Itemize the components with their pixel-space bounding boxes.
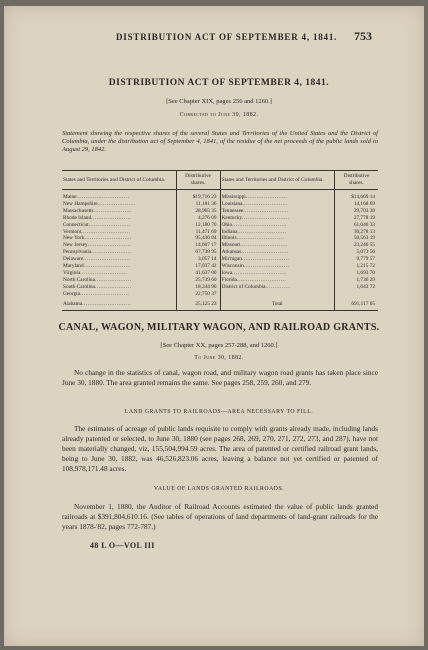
table-row xyxy=(62,298,378,310)
distribution-reference: [See Chapter XIX, pages 256 and 1260.] xyxy=(166,98,272,105)
state-name: Michigan.......................... xyxy=(220,256,334,263)
state-share: $19,716 23 xyxy=(176,190,220,201)
state-name: Connecticut....................... xyxy=(63,221,131,228)
dot-leader: .......................... xyxy=(83,256,131,263)
state-share: 1,736 29 xyxy=(334,277,378,284)
dot-leader: .......................... xyxy=(83,263,132,270)
dot-leader: ........................... xyxy=(81,228,131,235)
state-share: 18,244 90 xyxy=(176,284,220,291)
state-name: Maryland.......................... xyxy=(63,263,132,270)
state-share: 17,037 42 xyxy=(176,263,220,270)
state-share: 12,180 70 xyxy=(176,222,220,229)
dot-leader: .......................... xyxy=(80,269,128,276)
state-share: 14,607 17 xyxy=(176,242,220,249)
state-share: 25,739 60 xyxy=(176,277,220,284)
state-share: 14,168 69 xyxy=(334,201,378,208)
dot-leader: ........................... xyxy=(237,228,287,235)
state-name: South Carolina.................... xyxy=(63,283,132,290)
dot-leader: ......................... xyxy=(243,207,289,214)
state-share: 61,046 33 xyxy=(334,222,378,229)
state-name: New Jersey........................ xyxy=(63,242,132,249)
total-label: Total xyxy=(220,298,334,310)
state-name: Vermont........................... xyxy=(63,228,131,235)
dot-leader: .......................... xyxy=(241,256,290,263)
running-title: DISTRIBUTION ACT OF SEPTEMBER 4, 1841. xyxy=(116,32,338,42)
dot-leader: ........................... xyxy=(79,290,130,297)
dot-leader: ...................... xyxy=(91,249,132,256)
state-name: District of Columbia.............. xyxy=(220,284,334,291)
dot-leader: ....................... xyxy=(245,194,288,200)
state-name: Kentucky.......................... xyxy=(220,215,334,222)
state-share: 41,637 00 xyxy=(176,270,220,277)
header-states-left: States and Territories and District of Columbia. xyxy=(62,171,176,190)
table-row xyxy=(62,270,378,277)
dot-leader: .......................... xyxy=(242,214,290,221)
paragraph-value: November 1, 1880, the Auditor of Railroad Accounts estimated the value of public lands granted railroads at $391,804,610.16. (See tables of operations of land departments of land-grant railroads for the years 1878-'82, pages 772-787.) xyxy=(62,502,378,531)
state-share: 9,779 57 xyxy=(334,256,378,263)
state-share: $14,669 14 xyxy=(334,190,378,201)
table-row xyxy=(62,201,378,208)
subheading-value-of-lands: VALUE OF LANDS GRANTED RAILROADS. xyxy=(153,486,285,492)
dot-leader: .......................... xyxy=(241,249,289,256)
table-header-row xyxy=(62,171,378,190)
page-number: 753 xyxy=(354,29,372,43)
table-row xyxy=(62,277,378,284)
state-share: 5,073 56 xyxy=(334,249,378,256)
grants-heading: CANAL, WAGON, MILITARY WAGON, AND RAILROAD GRANTS. xyxy=(58,322,380,333)
header-shares-left: Distributive shares. xyxy=(176,171,220,190)
dot-leader: ........................... xyxy=(236,276,287,283)
state-name: Illinois.......................... xyxy=(220,235,334,242)
state-share: 1,643 72 xyxy=(334,284,378,291)
table-row xyxy=(62,222,378,229)
dot-leader: ..................... xyxy=(93,207,132,214)
table-row xyxy=(62,249,378,256)
state-name: Maine............................. xyxy=(63,194,130,200)
paragraph-estimates: The estimates of acreage of public lands requisite to comply with grants already made, including lands already patented or selected, to June 30, 1880 (see pages 268, 269, 270, 271, 272, 273, and 287), have not been materially changed, viz, 155,504,994.59 acres. The area of patented or certified railroad grant lands, being to June 30, 1882, was 46,526,823.06 acres, leaving a balance not yet certified or patented of 108,978,171.48 acres. xyxy=(62,424,378,473)
table-row xyxy=(62,256,378,263)
table-row xyxy=(62,235,378,242)
book-page xyxy=(4,6,424,646)
state-name: Pennsylvania...................... xyxy=(63,249,132,256)
state-name: Delaware.......................... xyxy=(63,256,131,263)
state-name: Virginia.......................... xyxy=(63,269,128,276)
table-row xyxy=(62,263,378,270)
state-name: Mississippi....................... xyxy=(220,190,334,201)
dot-leader: .............................. xyxy=(232,269,287,276)
state-name: Tennessee......................... xyxy=(220,208,334,215)
corrected-date: Corrected to June 30, 1882. xyxy=(179,112,259,118)
state-name: Massachusetts..................... xyxy=(63,207,132,214)
table-row xyxy=(62,190,378,201)
dot-leader: .......................... xyxy=(236,235,285,242)
state-name: Alabama........................... xyxy=(62,298,176,310)
state-name: Ohio.............................. xyxy=(220,222,334,229)
table-row xyxy=(62,229,378,236)
state-share: 4,276 09 xyxy=(176,215,220,222)
state-name: Arkansas.......................... xyxy=(220,249,334,256)
dot-leader: ....................... xyxy=(88,221,131,228)
state-share: 27,778 19 xyxy=(334,215,378,222)
state-name: Georgia........................... xyxy=(63,290,130,297)
state-share: 30,278 13 xyxy=(334,229,378,236)
dot-leader: .......................... xyxy=(84,235,132,242)
state-share: 67,738 95 xyxy=(176,249,220,256)
distribution-heading: DISTRIBUTION ACT OF SEPTEMBER 4, 1841. xyxy=(108,78,330,88)
dot-leader: .................... xyxy=(94,276,132,283)
state-name: Indiana........................... xyxy=(220,229,334,236)
table-row xyxy=(62,242,378,249)
state-name: Louisiana......................... xyxy=(220,201,334,208)
state-share: 1,215 72 xyxy=(334,263,378,270)
state-share: 25,125 23 xyxy=(176,298,220,310)
subheading-area-necessary: LAND GRANTS TO RAILROADS—AREA NECESSARY TO FILL. xyxy=(124,409,314,415)
table-row xyxy=(62,208,378,215)
running-head xyxy=(4,29,424,46)
dot-leader: .............. xyxy=(265,283,291,290)
state-name: New York.......................... xyxy=(63,235,132,242)
dot-leader: ......................... xyxy=(243,263,290,270)
state-name: Florida........................... xyxy=(220,277,334,284)
dot-leader: ......................... xyxy=(242,200,289,207)
state-name: Rhode Island...................... xyxy=(63,214,132,221)
state-share: 22,750 37 xyxy=(176,291,220,298)
dot-leader: .................... xyxy=(94,283,132,290)
state-name: North Carolina.................... xyxy=(63,276,132,283)
statement-text: Statement showing the respective shares of the several States and Territories of the United States and the District of Columbia, under the distribution act of September 4, 1841, of the residue of the net proceeds of the public lands sold to August 29, 1842. xyxy=(62,130,378,153)
header-states-right: States and Territories and District of Columbia. xyxy=(220,171,334,190)
state-share: 29,703 38 xyxy=(334,208,378,215)
dot-leader: ..................... xyxy=(97,200,136,207)
state-share: 3,057 14 xyxy=(176,256,220,263)
dot-leader: ...................... xyxy=(91,214,132,221)
table-row xyxy=(62,215,378,222)
dot-leader: ........................ xyxy=(87,242,132,249)
signature-mark: 48 L O—VOL III xyxy=(90,541,155,550)
state-share: 1,693 70 xyxy=(334,270,378,277)
state-share: 23,246 55 xyxy=(334,242,378,249)
state-share: 11,181 36 xyxy=(176,201,220,208)
dot-leader: ........................... xyxy=(82,300,132,307)
table-row xyxy=(62,284,378,291)
grants-date: To June 30, 1882. xyxy=(194,355,244,361)
distribution-table xyxy=(62,170,378,311)
state-name: Missouri.......................... xyxy=(220,242,334,249)
state-name: New Hampshire..................... xyxy=(63,200,136,207)
dot-leader: ............................. xyxy=(76,194,130,200)
paragraph-no-change: No change in the statistics of canal, wagon road, and military wagon road grants has taken place since June 30, 1880. The area granted remains the same. See pages 258, 259, 260, and 279. xyxy=(62,368,378,387)
table-body xyxy=(62,190,378,311)
state-share: 11,471 69 xyxy=(176,229,220,236)
state-share: 95,436 04 xyxy=(176,235,220,242)
total-value: 691,117 05 xyxy=(334,298,378,310)
table-row xyxy=(62,291,378,298)
dot-leader: .......................... xyxy=(240,242,288,249)
state-share: 28,965 35 xyxy=(176,208,220,215)
state-share: 50,563 19 xyxy=(334,235,378,242)
header-shares-right: Distributive shares. xyxy=(334,171,378,190)
state-name: Iowa.............................. xyxy=(220,270,334,277)
state-name: Wisconsin......................... xyxy=(220,263,334,270)
grants-reference: [See Chapter XX, pages 257-288, and 1260.] xyxy=(160,342,278,349)
dot-leader: .............................. xyxy=(232,221,287,228)
